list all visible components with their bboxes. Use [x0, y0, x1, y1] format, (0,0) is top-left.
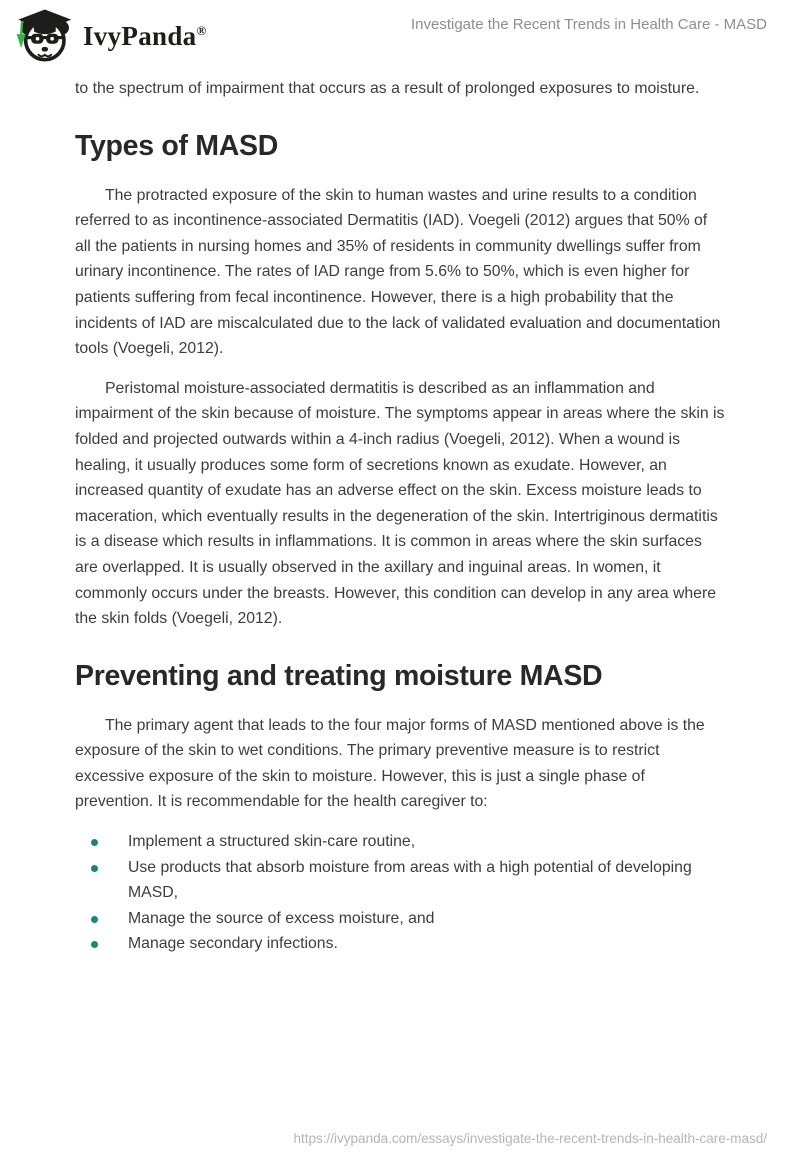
- bullet-dot-icon: [91, 865, 98, 872]
- list-item: [75, 931, 725, 957]
- list-item: [75, 829, 725, 855]
- caregiver-recommendations-list: [75, 829, 725, 957]
- document-title: Investigate the Recent Trends in Health Care - MASD: [410, 16, 767, 33]
- page-header: [0, 0, 800, 64]
- brand-name: [83, 10, 206, 62]
- list-item-text: Use products that absorb moisture from areas with a high potential of developing MASD,: [128, 858, 692, 902]
- registered-trademark-symbol: ®: [196, 23, 207, 38]
- paragraph-prevention: The primary agent that leads to the four major forms of MASD mentioned above is the exposure of the skin to wet conditions. The primary preventive measure is to restrict excessive exposure of the skin to moisture. However, this is just a single phase of prevention. It is recommendable for the health caregiver to:: [75, 716, 705, 811]
- list-item: [75, 855, 725, 906]
- essay-content: [0, 64, 800, 957]
- list-item-text: Manage secondary infections.: [128, 935, 338, 953]
- paragraph-peristomal: Peristomal moisture-associated dermatitis is described as an inflammation and impairment of the skin because of moisture. The symptoms appear in areas where the skin is folded and projected outwards within a 4-inch radius (Voegeli, 2012). When a wound is healing, it usually produces some form of secretions known as exudate. However, an increased quantity of exudate has an adverse effect on the skin. Excess moisture leads to maceration, which eventually results in the degeneration of the skin. Intertriginous dermatitis is a disease which results in inflammations. It is common in areas where the skin surfaces are overlapped. It is usually observed in the axillary and inguinal areas. In women, it commonly occurs under the breasts. However, this condition can develop in any area where the skin folds (Voegeli, 2012).: [75, 379, 725, 628]
- heading-types-of-masd: Types of MASD: [75, 129, 279, 162]
- brand-name-text: IvyPanda: [83, 21, 197, 51]
- list-item-text: Manage the source of excess moisture, and: [128, 909, 435, 927]
- brand-lockup: [12, 8, 206, 64]
- bullet-dot-icon: [91, 839, 98, 846]
- source-url: https://ivypanda.com/essays/investigate-the-recent-trends-in-health-care-masd/: [293, 1131, 767, 1146]
- paragraph-iad: The protracted exposure of the skin to human wastes and urine results to a condition referred to as incontinence-associated Dermatitis (IAD). Voegeli (2012) argues that 50% of all the patients in nursing homes and 35% of residents in community dwellings suffer from urinary incontinence. The rates of IAD range from 5.6% to 50%, which is even higher for patients suffering from fecal incontinence. However, there is a high probability that the incidents of IAD are miscalculated due to the lack of validated evaluation and documentation tools (Voegeli, 2012).: [75, 186, 721, 358]
- ivypanda-panda-logo-icon: [12, 8, 74, 64]
- list-item-text: Implement a structured skin-care routine,: [128, 833, 416, 851]
- bullet-dot-icon: [91, 916, 98, 923]
- page-footer: [294, 1131, 767, 1146]
- list-item: [75, 906, 725, 932]
- heading-preventing-treating: Preventing and treating moisture MASD: [75, 659, 603, 692]
- paragraph-intro-fragment: to the spectrum of impairment that occurs as a result of prolonged exposures to moisture.: [75, 80, 700, 97]
- bullet-dot-icon: [91, 941, 98, 948]
